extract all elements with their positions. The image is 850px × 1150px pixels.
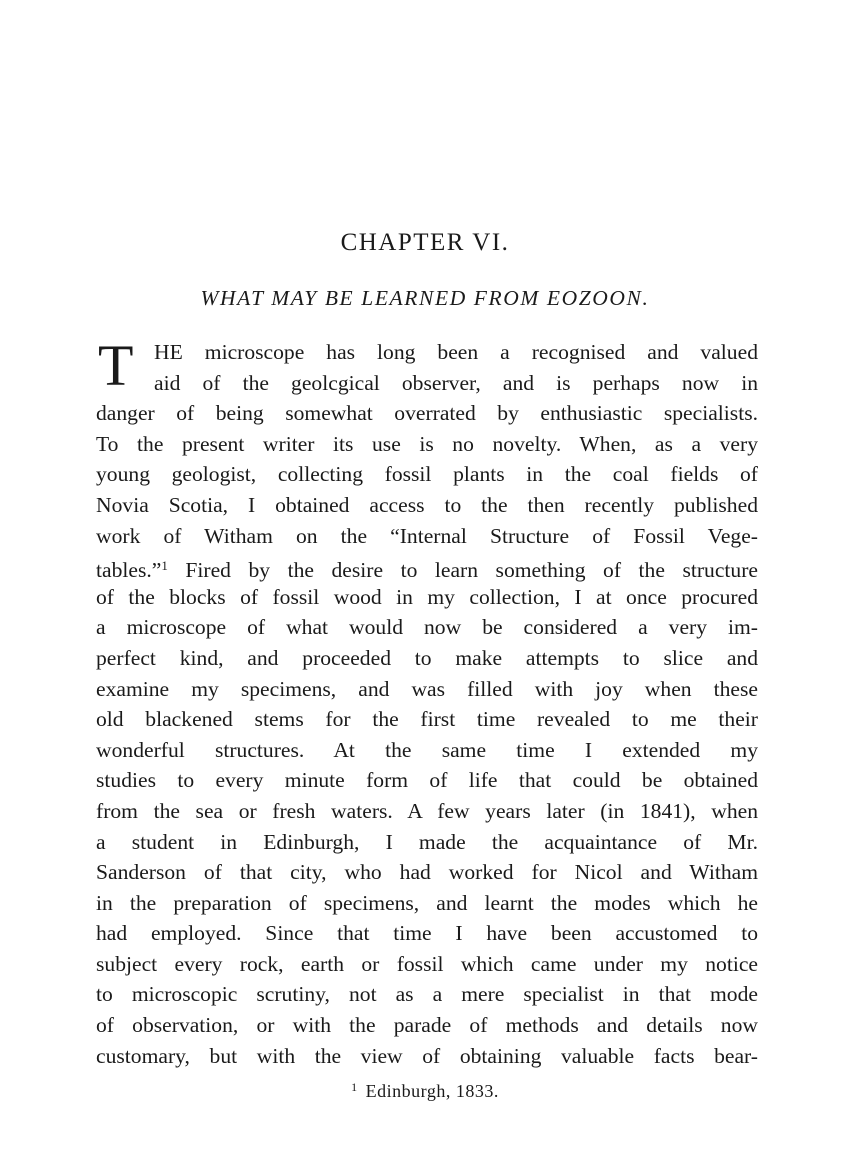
drop-cap: T xyxy=(98,333,134,398)
text-line: examine my specimens, and was filled with joy when these xyxy=(96,676,758,701)
text-line-with-footnote xyxy=(96,551,758,582)
text-line: perfect kind, and proceeded to make attempts to slice and xyxy=(96,645,758,670)
text-line: customary, but with the view of obtaining valuable facts bear- xyxy=(96,1043,758,1068)
text-line: of the blocks of fossil wood in my collection, I at once procured xyxy=(96,584,758,609)
text-line: a student in Edinburgh, I made the acquaintance of Mr. xyxy=(96,829,758,854)
text-line: work of Witham on the “Internal Structure of Fossil Vege- xyxy=(96,523,758,548)
footnote-ref: 1 xyxy=(161,558,168,574)
footnote-mark: 1 xyxy=(351,1080,358,1094)
text-line: young geologist, collecting fossil plants in the coal fields of xyxy=(96,462,758,487)
text-line: HE microscope has long been a recognised and valued xyxy=(154,340,758,364)
text-line: studies to every minute form of life that could be obtained xyxy=(96,768,758,793)
text-line: danger of being somewhat overrated by enthusiastic specialists. xyxy=(96,401,758,426)
text-fragment: Fired by the desire to learn something of the structure xyxy=(185,558,758,583)
chapter-title: WHAT MAY BE LEARNED FROM EOZOON. xyxy=(200,286,650,310)
text-line: Sanderson of that city, who had worked for Nicol and Witham xyxy=(96,860,758,885)
text-line: Novia Scotia, I obtained access to the then recently published xyxy=(96,492,758,517)
chapter-heading: CHAPTER VI. xyxy=(340,229,510,256)
text-fragment: tables.” xyxy=(96,558,162,583)
text-line: To the present writer its use is no novelty. When, as a very xyxy=(96,431,758,456)
text-line: to microscopic scrutiny, not as a mere specialist in that mode xyxy=(96,982,758,1007)
text-line: in the preparation of specimens, and learnt the modes which he xyxy=(96,890,758,915)
text-line: aid of the geolcgical observer, and is perhaps now in xyxy=(154,370,758,395)
body-text xyxy=(96,333,758,1071)
text-line: wonderful structures. At the same time I extended my xyxy=(96,737,758,762)
text-line: subject every rock, earth or fossil which came under my notice xyxy=(96,951,758,976)
text-line: from the sea or fresh waters. A few years later (in 1841), when xyxy=(96,798,758,823)
text-line: old blackened stems for the first time revealed to me their xyxy=(96,707,758,732)
footnote-text: Edinburgh, 1833. xyxy=(365,1081,499,1101)
text-line: had employed. Since that time I have been accustomed to xyxy=(96,921,758,946)
text-line: a microscope of what would now be considered a very im- xyxy=(96,615,758,640)
text-line: of observation, or with the parade of methods and details now xyxy=(96,1013,758,1038)
footnote xyxy=(0,1080,850,1102)
